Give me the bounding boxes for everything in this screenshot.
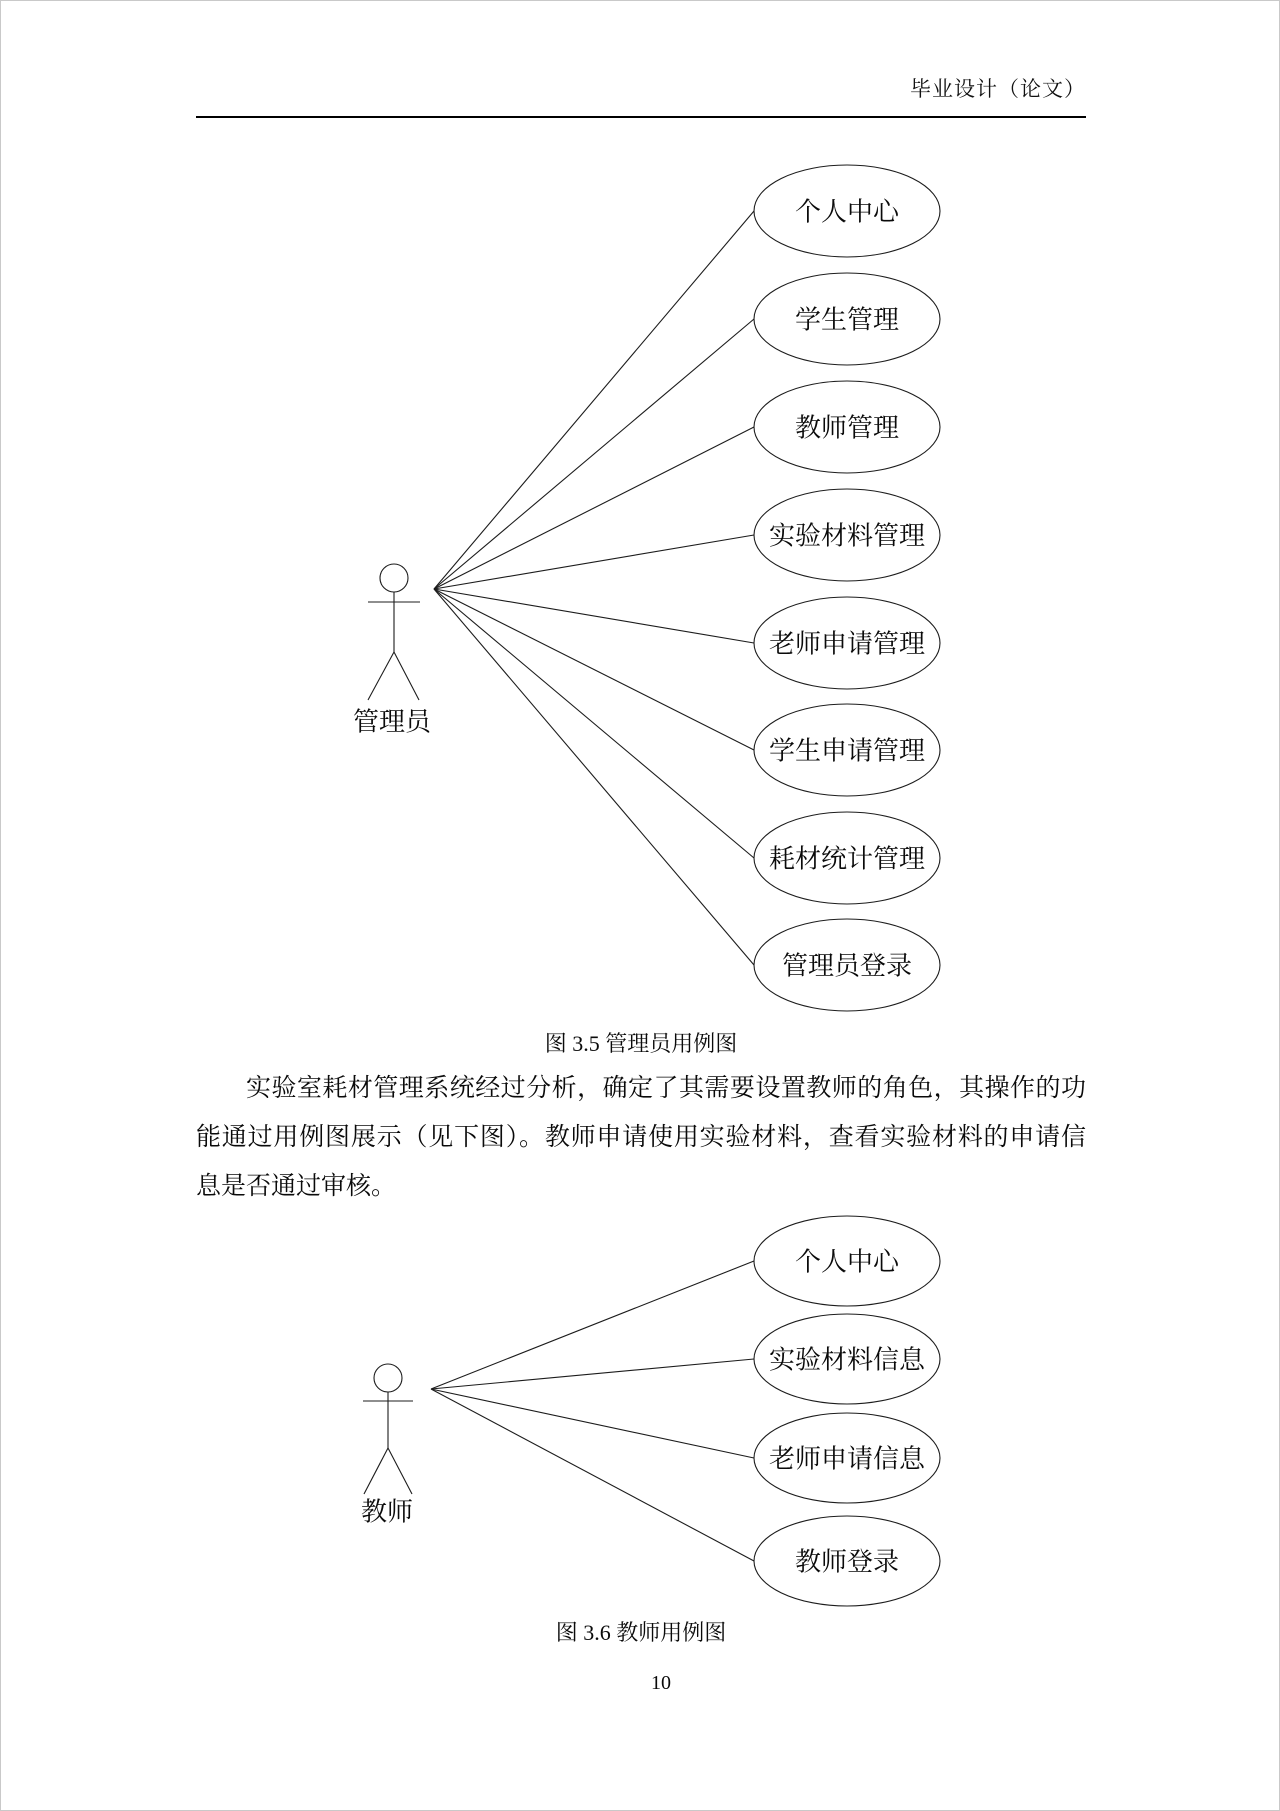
paragraph-line: 实验室耗材管理系统经过分析，确定了其需要设置教师的角色，其操作的功 — [246, 1075, 1086, 1102]
header-title: 毕业设计（论文） — [910, 77, 1086, 101]
use-case-ellipses — [754, 1216, 940, 1606]
use-case-label: 教师登录 — [794, 1547, 900, 1577]
association-line — [434, 319, 754, 589]
association-lines — [431, 1261, 754, 1561]
use-case-label: 实验材料信息 — [768, 1345, 926, 1375]
figure-caption-3-6: 图 3.6 教师用例图 — [555, 1620, 727, 1645]
association-line — [431, 1359, 754, 1389]
body-paragraph — [196, 1064, 1086, 1211]
association-line — [434, 535, 754, 589]
association-line — [434, 589, 754, 858]
use-case-label: 老师申请信息 — [768, 1444, 926, 1474]
actor-leg-left — [364, 1448, 388, 1494]
actor-label: 管理员 — [352, 707, 432, 737]
use-case-label: 学生申请管理 — [768, 736, 926, 766]
association-line — [434, 211, 754, 589]
header-divider — [196, 116, 1086, 118]
use-case-label: 个人中心 — [794, 197, 900, 227]
association-line — [434, 427, 754, 589]
figure-caption-3-5: 图 3.5 管理员用例图 — [544, 1031, 738, 1056]
association-line — [434, 589, 754, 643]
actor-head — [374, 1364, 402, 1392]
use-case-label: 教师管理 — [794, 413, 900, 443]
paragraph-line: 能通过用例图展示（见下图）。教师申请使用实验材料，查看实验材料的申请信 — [196, 1124, 1086, 1151]
use-case-label: 个人中心 — [794, 1247, 900, 1277]
use-case-ellipses — [754, 165, 940, 1011]
association-line — [434, 589, 754, 750]
admin-use-case-diagram — [1, 131, 1280, 1031]
paragraph-line: 息是否通过审核。 — [196, 1173, 397, 1200]
use-case-label: 实验材料管理 — [768, 521, 926, 551]
association-line — [434, 589, 754, 965]
actor-leg-right — [394, 652, 419, 700]
page-number: 10 — [651, 1672, 671, 1694]
actor-figure-admin — [353, 564, 433, 737]
actor-leg-left — [368, 652, 394, 700]
association-line — [431, 1389, 754, 1458]
teacher-use-case-diagram — [1, 1201, 1280, 1621]
actor-head — [380, 564, 408, 592]
actor-label: 教师 — [360, 1497, 414, 1527]
use-case-label: 耗材统计管理 — [768, 844, 926, 874]
use-case-label: 学生管理 — [794, 305, 900, 335]
use-case-label: 管理员登录 — [781, 951, 913, 981]
actor-figure-teacher — [361, 1364, 413, 1527]
association-line — [431, 1261, 754, 1389]
use-case-label: 老师申请管理 — [768, 629, 926, 659]
association-lines — [434, 211, 754, 965]
actor-leg-right — [388, 1448, 412, 1494]
association-line — [431, 1389, 754, 1561]
